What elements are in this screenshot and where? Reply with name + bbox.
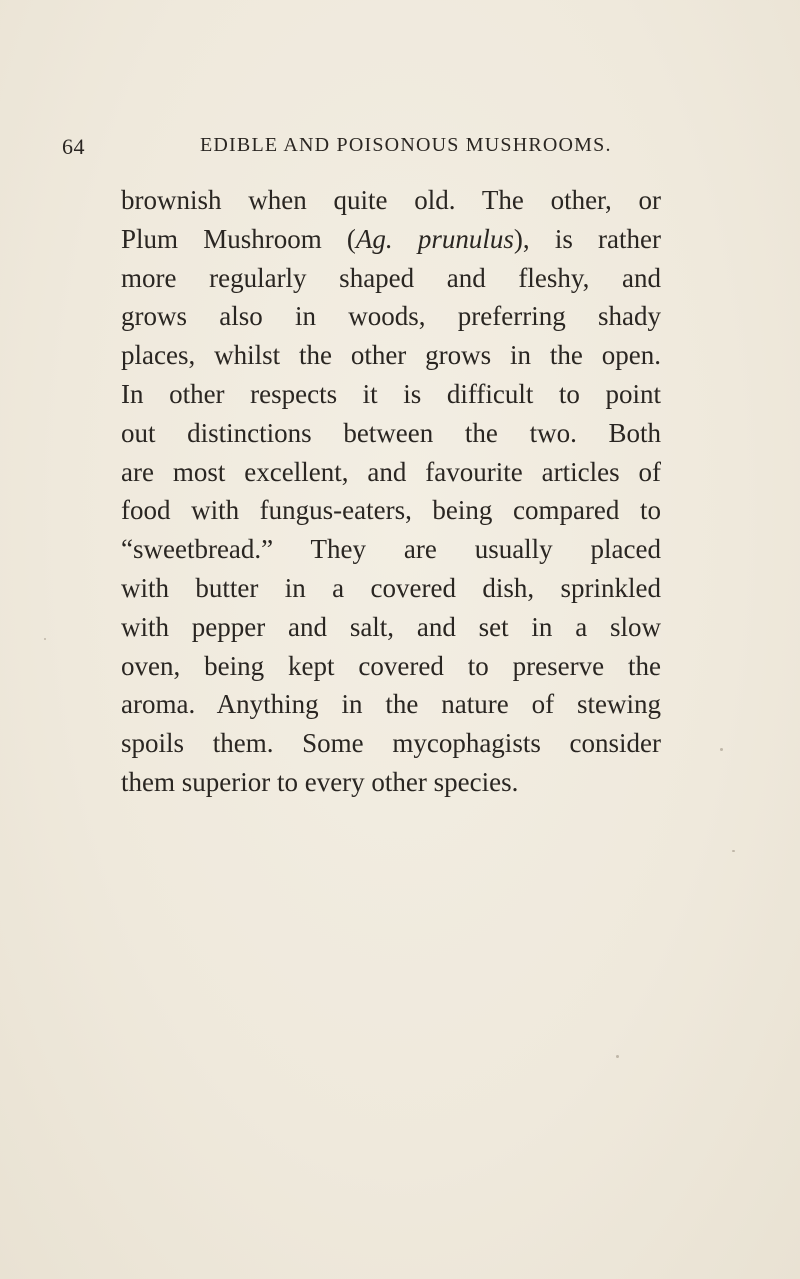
paper-speck — [732, 850, 735, 852]
text-line: are most excellent, and favourite articles of — [121, 456, 661, 487]
text-fragment: ), is rather — [513, 223, 661, 254]
text-line: spoils them. Some mycophagists consider — [121, 728, 661, 759]
text-line: with butter in a covered dish, sprinkled — [121, 572, 661, 603]
paper-speck — [720, 748, 723, 751]
text-line: grows also in woods, preferring shady — [121, 301, 661, 332]
text-line: more regularly shaped and fleshy, and — [121, 262, 661, 293]
text-line: “sweetbread.” They are usually placed — [121, 534, 661, 565]
text-line: aroma. Anything in the nature of stewing — [121, 689, 661, 720]
paper-speck — [616, 1055, 619, 1058]
paper-speck — [44, 638, 46, 640]
page-number: 64 — [62, 134, 85, 159]
text-line: In other respects it is difficult to point — [121, 378, 661, 409]
text-line: them superior to every other species. — [121, 766, 519, 797]
text-line: brownish when quite old. The other, or — [121, 185, 661, 215]
italic-species-name: Ag. prunulus — [355, 223, 514, 254]
text-fragment: Plum Mushroom ( — [121, 223, 356, 254]
text-line: places, whilst the other grows in the open. — [121, 340, 661, 371]
text-line: out distinctions between the two. Both — [121, 417, 661, 448]
page-header — [62, 134, 662, 164]
text-line — [121, 220, 661, 259]
text-line: with pepper and salt, and set in a slow — [121, 611, 661, 642]
running-head: EDIBLE AND POISONOUS MUSHROOMS. — [200, 134, 612, 156]
body-paragraph — [121, 181, 661, 802]
text-line: oven, being kept covered to preserve the — [121, 650, 661, 681]
text-line: food with fungus-eaters, being compared to — [121, 495, 661, 526]
